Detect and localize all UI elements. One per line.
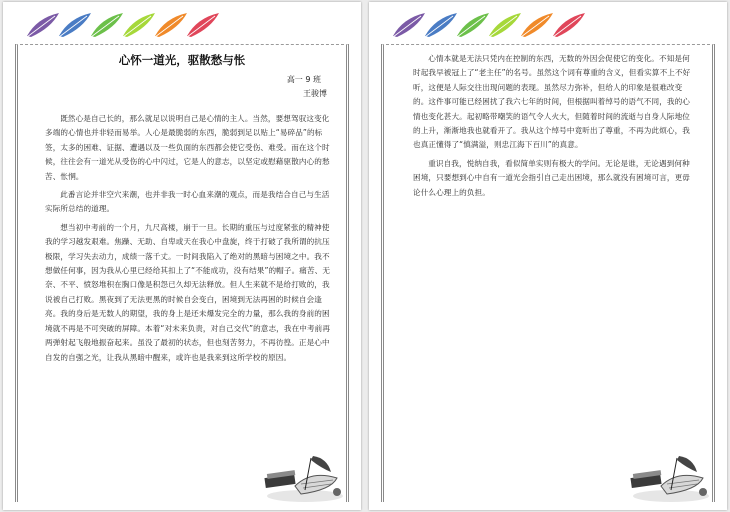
feather-orange-icon (521, 13, 553, 37)
feather-red-icon (187, 13, 219, 37)
paragraph: 既然心是自己长的，那么就足以说明自己是心情的主人。当然，要想驾驭这变化多端的心情也并非轻而易举。人心是最脆弱的东西，脆弱到足以贴上“易碎品”的标签，太多的困难、证据、遭遇以及一些负面的东西都会使它受伤、难受。而在这个时候，往往会有一道光从受伤的心中闪过，它是人的意志，以坚定或慰藉驱散内心的愁苦、怅惘。 (45, 114, 330, 181)
feather-purple-icon (393, 13, 425, 37)
right-page-body (413, 52, 697, 204)
paragraph: 心情本就是无法只凭内在控制的东西，无数的外因会促使它的变化。不知是何时起我早被冠上了“老主任”的名号。虽然这个词有尊重的含义，但看实算不上不好听，这便是人际交往出现问题的表现。虽然尽力弥补，但给人的印象是很难改变的。这件事可能已经困扰了我六七年的时间，但根据叫着绰号的语气不同，我的心情也变化甚大。起初略带嘲笑的语气令人火大，但随着时间的流逝与自身人际地位的上升，渐渐地我也就看开了。我从这个绰号中竟听出了尊重，不再为此烦心，我也真正懂得了“慎满溢，则忠江海下百川”的真意。 (413, 54, 691, 150)
paragraph: 想当初中考前的一个月，九尺高楼，崩于一旦。长期的重压与过度紧张的精神使我的学习越发艰难。焦躁、无助、自卑或天在我心中盘旋，终于打破了我所谓的抗压极限，学习失去动力，成绩一落千丈。一时间我陷入了绝对的黑暗与困境之中。我不想做任何事，因为我从心里已经给其扣上了“不能成功，没有结果”的帽子。痛苦、无奈、不平、愤怒堆积在胸口像是积怨已久却无法释放。但人生来就不是给打败的，我说被自己打败。黑夜到了无法更黑的时候自会变白，困境到无法再困的时候自会逢亮。我的身后是无数人的期望，我的身上是还未爆发完全的力量，那么我的身前的困境就不再是不可突破的屏障。本着“对未来负责，对自己交代”的意志，我在中考前再两弹射起飞般地振奋起来。虽没了最初的状态，但也刻苦努力，不再彷徨。正是心中自发的自强之光，让我从黑暗中醒来，或许也是我来到这所学校的原因。 (45, 222, 331, 362)
paragraph: 此番言论并非空穴来潮，也并非我一时心血来潮的观点，而是我结合自己与生活实际所总结的道理。 (45, 190, 330, 214)
author-name: 王骏博 (303, 89, 327, 98)
feather-green-icon (457, 13, 489, 37)
feather-lime-icon (123, 13, 155, 37)
left-page-body (45, 112, 335, 369)
paragraph: 重识自我，悦纳自我，看似简单实则有极大的学问。无论是谁，无论遇到何种困境，只要想到心中自有一道光会指引自己走出困境，那么就没有困境可言，更毋论什么心理上的负担。 (413, 158, 690, 197)
feather-orange-icon (155, 13, 187, 37)
document-page-right (369, 2, 727, 510)
feather-lime-icon (489, 13, 521, 37)
document-page-left (3, 2, 361, 510)
document-title: 心怀一道光，驱散愁与怅 (118, 53, 246, 67)
feather-row-icon (389, 10, 589, 40)
book-quill-scroll-icon (627, 450, 713, 504)
book-quill-scroll-icon (261, 450, 347, 504)
feather-red-icon (553, 13, 585, 37)
feather-green-icon (91, 13, 123, 37)
feather-purple-icon (27, 13, 59, 37)
class-line: 高一 9 班 (286, 75, 321, 84)
feather-blue-icon (59, 13, 91, 37)
feather-row-icon (23, 10, 223, 40)
feather-blue-icon (425, 13, 457, 37)
